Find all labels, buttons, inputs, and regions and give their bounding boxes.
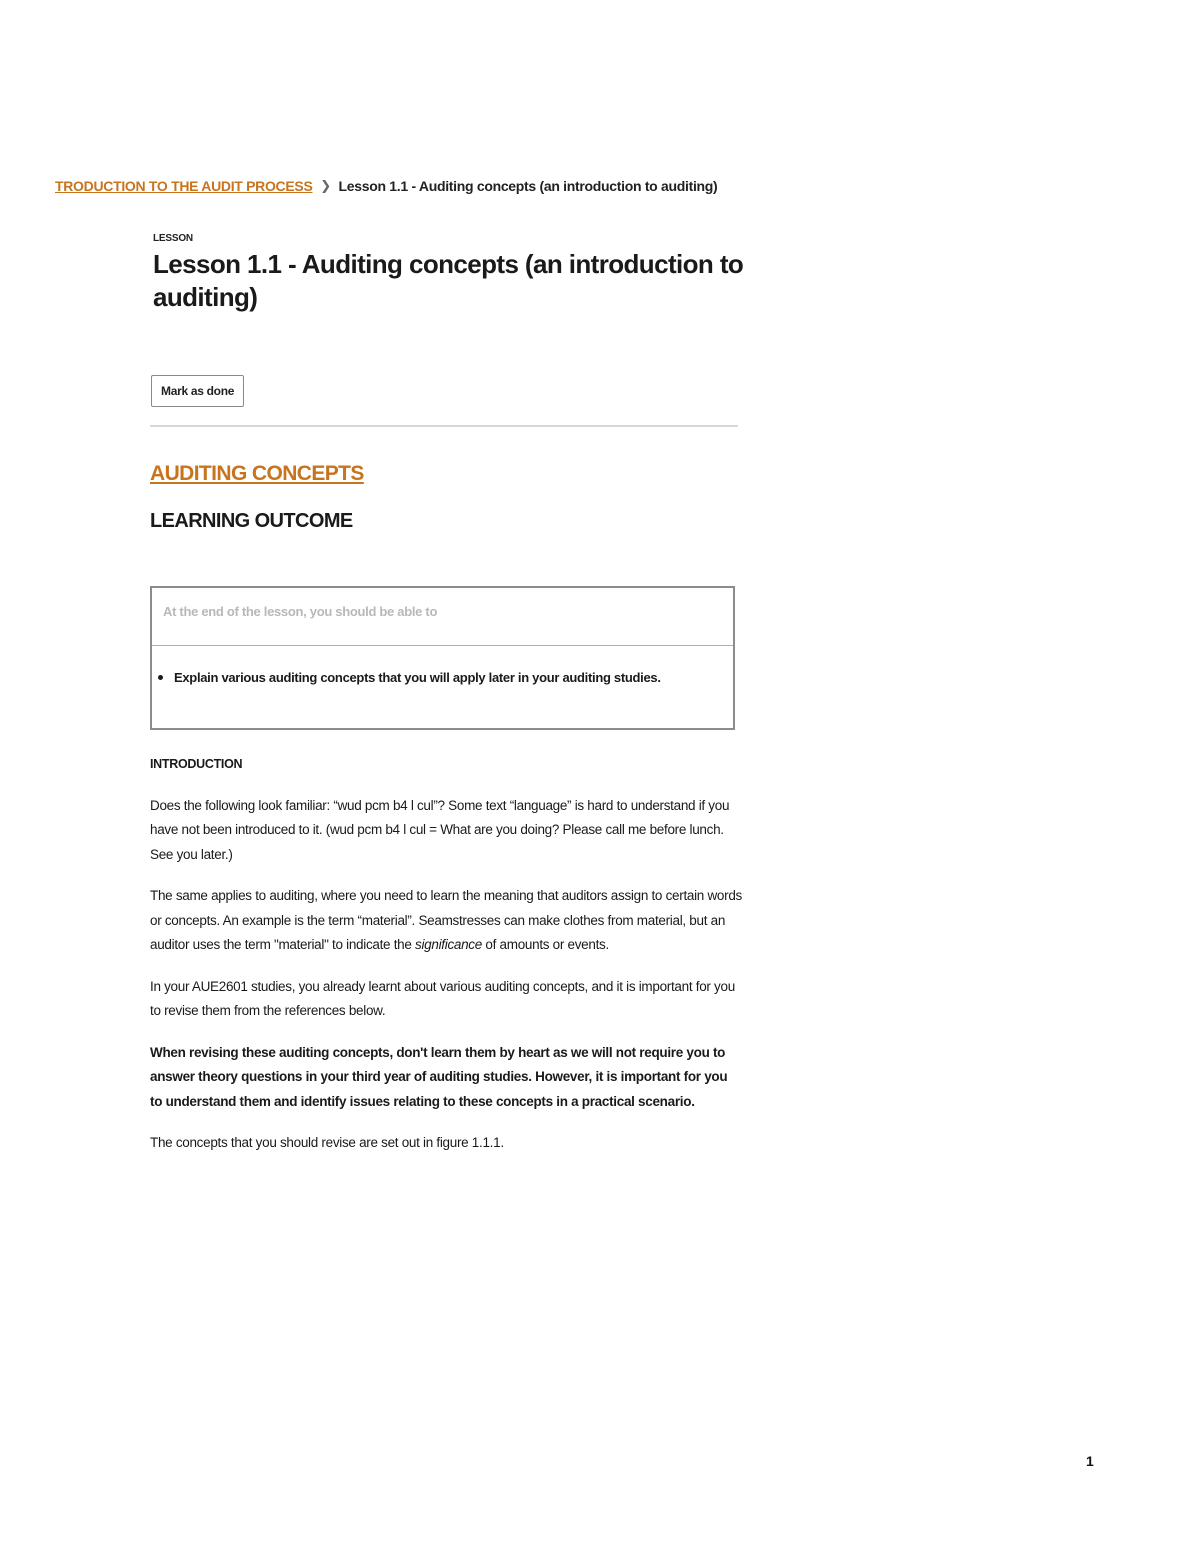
paragraph-5: The concepts that you should revise are set out in figure 1.1.1. — [150, 1135, 504, 1150]
bullet-icon — [158, 675, 163, 680]
paragraph-4-bold: When revising these auditing concepts, don't learn them by heart as we will not require you to answer theory questions in your third year of auditing studies. However, it is important for you to understand them and identify issues relating to these concepts in a practical scenario. — [150, 1044, 728, 1109]
paragraph-1: Does the following look familiar: “wud pcm b4 l cul”? Some text “language” is hard to understand if you have not been introduced to it. (wud pcm b4 l cul = What are you doing? Please call me before lunch. See you later.) — [150, 797, 730, 862]
paragraph-2-emphasis: significance — [415, 937, 482, 952]
paragraph-2 — [150, 884, 742, 958]
lesson-kicker: LESSON — [153, 233, 193, 244]
outcome-item-text: Explain various auditing concepts that you will apply later in your auditing studies. — [174, 670, 661, 685]
breadcrumb-parent-link[interactable]: TRODUCTION TO THE AUDIT PROCESS — [55, 178, 313, 194]
section-heading-link[interactable]: AUDITING CONCEPTS — [150, 462, 364, 485]
paragraph-3: In your AUE2601 studies, you already learnt about various auditing concepts, and it is important for you to revise them from the references below. — [150, 978, 735, 1018]
page-title: Lesson 1.1 - Auditing concepts (an introduction to auditing) — [153, 249, 744, 312]
page-number: 1 — [1086, 1453, 1094, 1469]
breadcrumb-current: Lesson 1.1 - Auditing concepts (an introduction to auditing) — [338, 178, 718, 194]
learning-outcome-box — [150, 586, 735, 730]
outcome-list — [152, 646, 733, 690]
introduction-label: INTRODUCTION — [150, 757, 243, 771]
breadcrumb — [55, 178, 717, 194]
paragraph-2-text-end: of amounts or events. — [481, 937, 609, 952]
paragraph-2-text: The same applies to auditing, where you need to learn the meaning that auditors assign to certain words or concepts. An example is the term “material”. Seamstresses can make clothes from material, but an auditor uses the term "material" to indicate the — [150, 888, 742, 952]
divider — [150, 425, 738, 427]
outcome-box-header: At the end of the lesson, you should be able to — [152, 588, 733, 646]
list-item — [174, 666, 719, 690]
lesson-content — [150, 752, 742, 1173]
learning-outcome-heading: LEARNING OUTCOME — [150, 510, 353, 532]
chevron-right-icon: ❯ — [320, 178, 331, 193]
mark-as-done-button[interactable]: Mark as done — [151, 375, 244, 407]
